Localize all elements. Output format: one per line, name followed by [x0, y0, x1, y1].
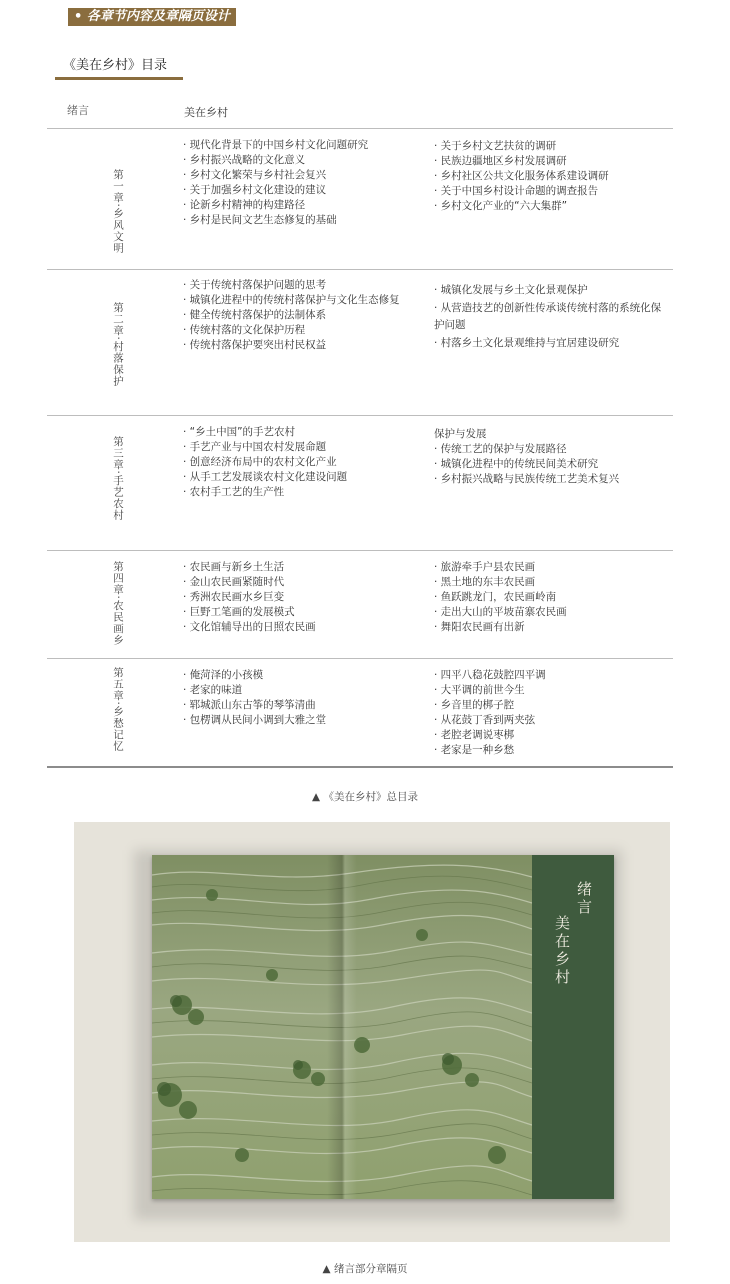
list-item: · 鱼跃跳龙门，农民画岭南: [434, 591, 557, 603]
list-item: · 乡村振兴战略与民族传统工艺美术复兴: [434, 473, 620, 485]
divider: [47, 766, 673, 768]
list-item: · 关于中国乡村设计命题的调查报告: [434, 185, 599, 197]
chapter-right-list: [434, 282, 670, 352]
list-item: · 舞阳农民画有出新: [434, 621, 525, 633]
list-item: · 俺菏泽的小孩模: [183, 669, 264, 681]
chapter-row: [47, 659, 673, 766]
list-item: · 乡村社区公共文化服务体系建设调研: [434, 170, 609, 182]
list-item: · 农民画与新乡土生活: [183, 561, 285, 573]
chapter-row: [47, 129, 673, 269]
list-item: · 关于加强乡村文化建设的建议: [183, 184, 327, 196]
list-item: · 从花鼓丁香到两夹弦: [434, 714, 536, 726]
open-book: [152, 855, 614, 1199]
chapter-right-list: [434, 668, 670, 758]
chapter-label: 第四章·农民画乡: [112, 561, 124, 646]
list-item: · 关于传统村落保护问题的思考: [183, 279, 327, 291]
list-item: · 乡村是民间文艺生态修复的基础: [183, 214, 337, 226]
intro-label: 绪言: [67, 104, 89, 117]
chapter-left-list: [183, 560, 419, 635]
chapter-label: 第五章·乡愁记忆: [112, 667, 124, 752]
list-item: · 传统工艺的保护与发展路径: [434, 443, 567, 455]
chapter-label: 第一章·乡风文明: [112, 169, 124, 254]
list-item: 保护与发展: [434, 428, 487, 440]
title-underline: [55, 77, 183, 80]
toc-caption: ▲ 《美在乡村》总目录: [312, 791, 418, 803]
chapter-divider-panel: [532, 855, 614, 1199]
chapter-right-list: [434, 560, 670, 635]
list-item: · 老家的味道: [183, 684, 243, 696]
list-item: · 城镇化进程中的传统民间美术研究: [434, 458, 599, 470]
chapter-row: [47, 416, 673, 550]
chapter-left-list: [183, 138, 419, 228]
chapter-left-list: [183, 278, 415, 353]
list-item: · 文化馆辅导出的日照农民画: [183, 621, 316, 633]
list-item: · 农村手工艺的生产性: [183, 486, 285, 498]
list-item: · 秀洲农民画水乡巨变: [183, 591, 285, 603]
chapter-label: 第三章·手艺农村: [112, 436, 124, 521]
list-item: · 乡村振兴战略的文化意义: [183, 154, 306, 166]
list-item: · 传统村落的文化保护历程: [183, 324, 306, 336]
chapter-row: [47, 551, 673, 658]
intro-row: [47, 98, 673, 128]
list-item: · 郓城派山东古筝的琴筝清曲: [183, 699, 316, 711]
list-item: · 大平调的前世今生: [434, 684, 525, 696]
toc-title: 《美在乡村》目录: [63, 58, 168, 73]
list-item: · 乡音里的梆子腔: [434, 699, 515, 711]
chapter-row: [47, 270, 673, 415]
list-item: · 乡村文化繁荣与乡村社会复兴: [183, 169, 327, 181]
list-item: · 健全传统村落保护的法制体系: [183, 309, 327, 321]
list-item: · 现代化背景下的中国乡村文化问题研究: [183, 139, 369, 151]
panel-text-intro: 绪言: [575, 881, 593, 917]
chapter-label: 第二章·村落保护: [112, 302, 124, 387]
list-item: · 创意经济布局中的农村文化产业: [183, 456, 337, 468]
list-item: · 关于乡村文艺扶贫的调研: [434, 140, 557, 152]
list-item: · 黑土地的东丰农民画: [434, 576, 536, 588]
book-photo: [74, 822, 670, 1242]
chapter-right-list: [434, 139, 670, 214]
list-item: · 手艺产业与中国农村发展命题: [183, 441, 327, 453]
list-item: · 老腔老调说枣梆: [434, 729, 515, 741]
list-item: · 民族边疆地区乡村发展调研: [434, 155, 567, 167]
list-item: · 从营造技艺的创新性传承谈传统村落的系统化保护问题: [434, 301, 662, 331]
list-item: · 金山农民画紧随时代: [183, 576, 285, 588]
chapter-right-list: [434, 427, 670, 487]
panel-text-title: 美在乡村: [553, 915, 571, 987]
list-item: · 村落乡土文化景观维持与宜居建设研究: [434, 336, 620, 349]
list-item: · 乡村文化产业的“六大集群”: [434, 200, 568, 212]
list-item: · 城镇化发展与乡土文化景观保护: [434, 284, 588, 296]
list-item: · 旅游牵手户县农民画: [434, 561, 536, 573]
intro-title: 美在乡村: [184, 106, 228, 119]
list-item: · 走出大山的平坡苗寨农民画: [434, 606, 567, 618]
book-spine-shadow: [327, 855, 357, 1199]
list-item: · 传统村落保护要突出村民权益: [183, 339, 327, 351]
section-tag: • 各章节内容及章隔页设计: [68, 8, 236, 26]
list-item: · 城镇化进程中的传统村落保护与文化生态修复: [183, 294, 400, 306]
list-item: · “乡土中国”的手艺农村: [183, 426, 296, 438]
list-item: · 老家是一种乡愁: [434, 744, 515, 756]
list-item: · 包楞调从民间小调到大雅之堂: [183, 714, 327, 726]
list-item: · 从手工艺发展谈农村文化建设问题: [183, 471, 348, 483]
chapter-left-list: [183, 668, 419, 728]
list-item: · 四平八稳花鼓腔四平调: [434, 669, 546, 681]
list-item: · 巨野工笔画的发展模式: [183, 606, 295, 618]
list-item: · 论新乡村精神的构建路径: [183, 199, 306, 211]
photo-caption: ▲ 绪言部分章隔页: [322, 1263, 408, 1275]
chapter-left-list: [183, 425, 419, 500]
